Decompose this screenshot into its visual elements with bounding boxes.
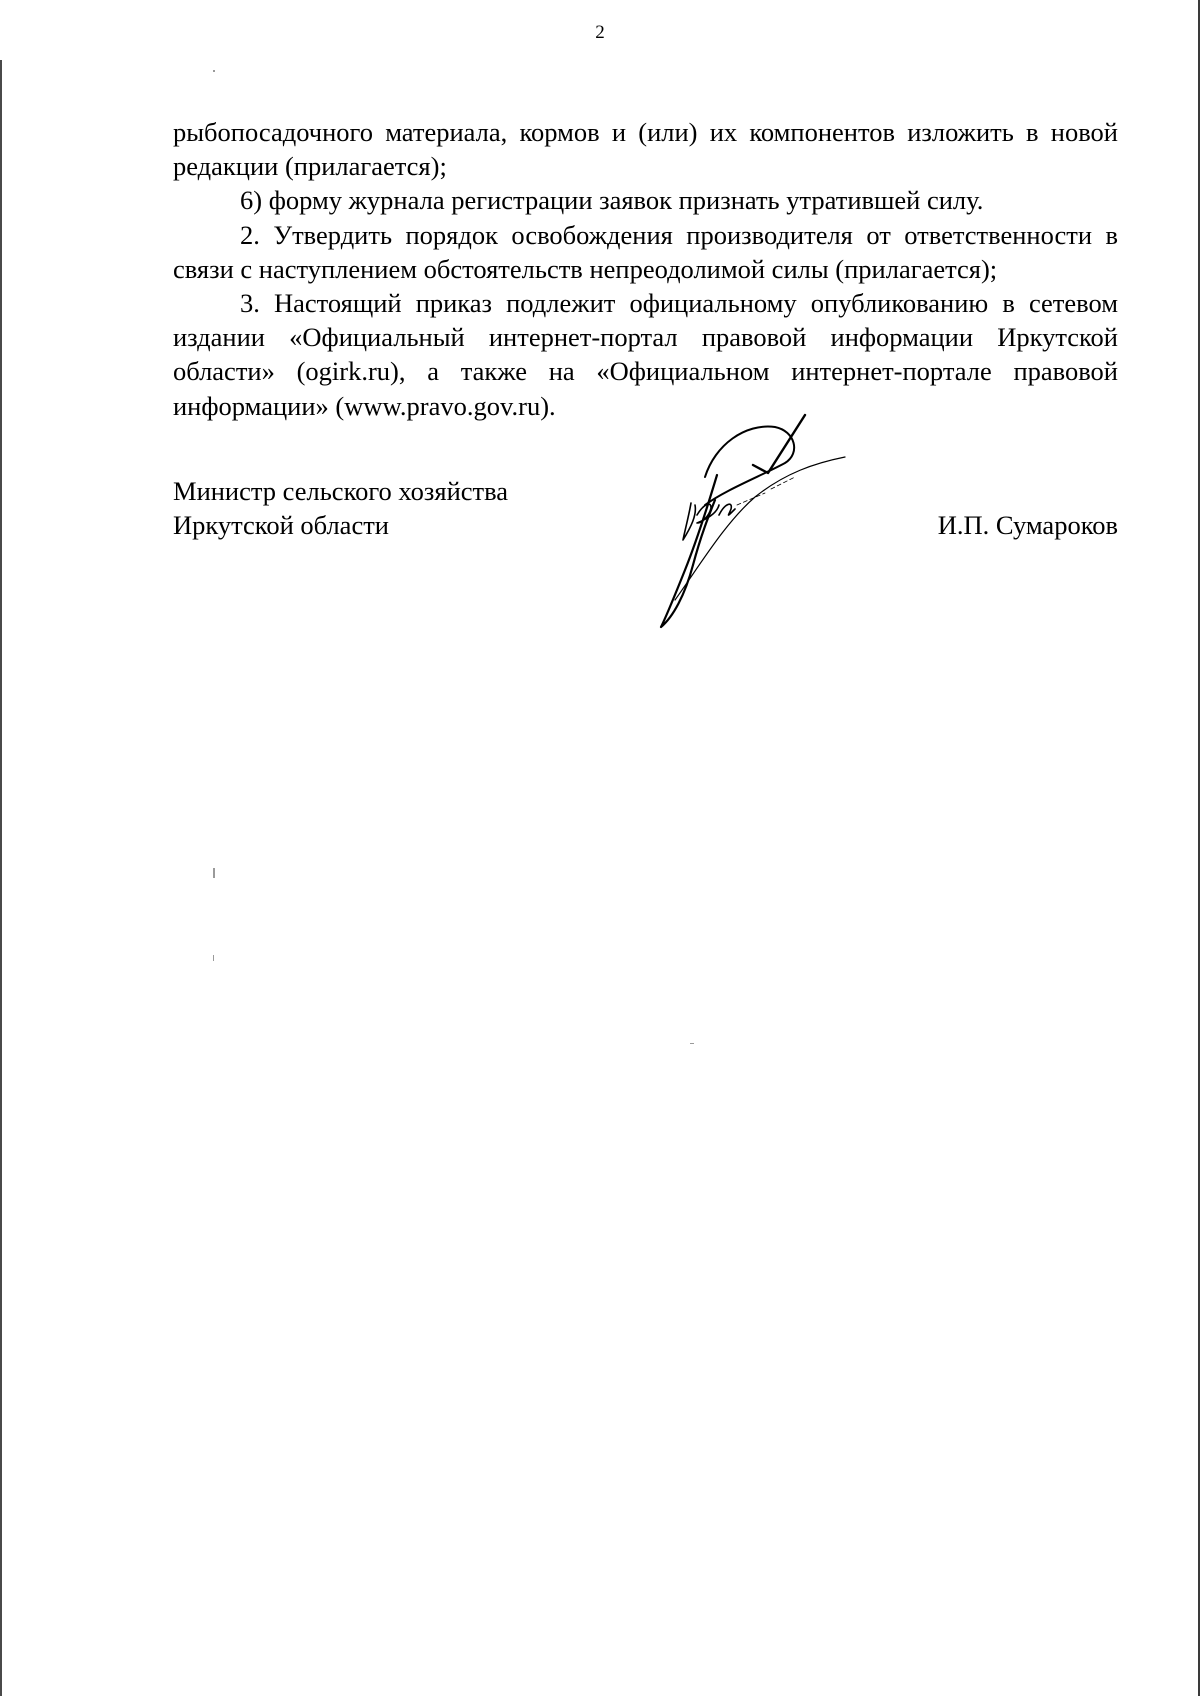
paragraph-continuation: рыбопосадочного материала, кормов и (или) их компонентов изложить в новой редакции (прилагается); (173, 117, 1118, 182)
paragraph-item-6: 6) форму журнала регистрации заявок признать утратившей силу. (240, 185, 984, 216)
signatory-position (173, 474, 508, 542)
page-number: 2 (595, 22, 605, 43)
paragraph-item-2: 2. Утвердить порядок освобождения производителя от ответственности в связи с наступлением обстоятельств непреодолимой силы (прилагается); (173, 219, 1118, 284)
signatory-position-line-1: Министр сельского хозяйства (173, 476, 509, 506)
paragraph-item-3: 3. Настоящий приказ подлежит официальному опубликованию в сетевом издании «Официальный интернет-портал правовой информации Иркутской области» (ogirk.ru), а также на «Официальном интернет-портале правовой информации» (www.pravo.gov.ru). (173, 288, 1118, 421)
scan-speck (213, 868, 215, 878)
scan-edge-left (0, 60, 2, 1696)
scan-speck (213, 955, 214, 961)
handwritten-signature-icon (645, 405, 885, 635)
signatory-position-line-2: Иркутской области (173, 510, 389, 540)
signatory-name: И.П. Сумароков (937, 510, 1118, 540)
document-body (173, 115, 1118, 423)
scan-speck (213, 70, 215, 72)
scan-speck (690, 1043, 694, 1044)
